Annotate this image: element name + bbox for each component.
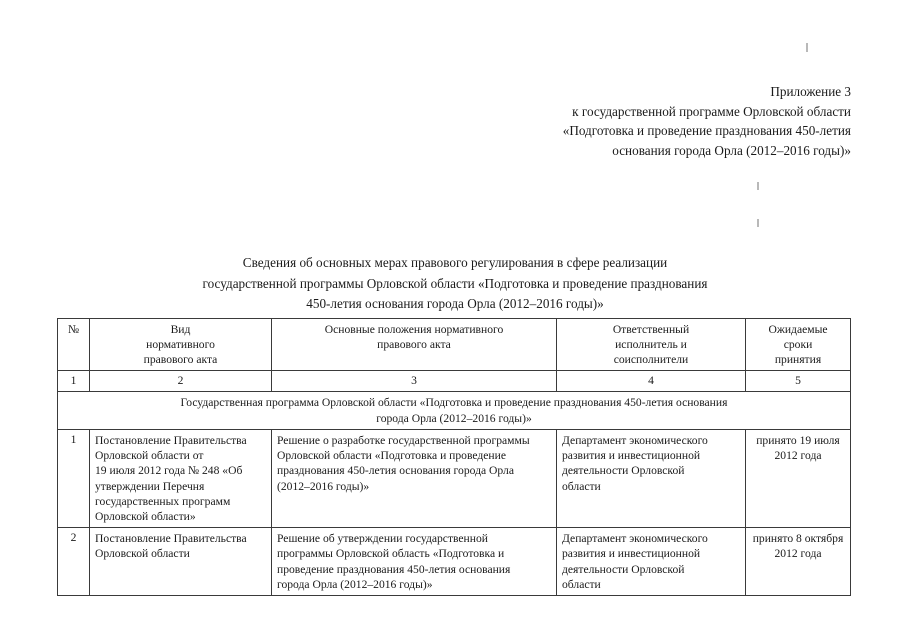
page-title-line-3: 450-летия основания города Орла (2012–2016 годы)» bbox=[306, 296, 604, 311]
row-responsible: Департамент экономического развития и инвестиционной деятельности Орловской области bbox=[557, 430, 746, 528]
row-main-provisions: Решение о разработке государственной программы Орловской области «Подготовка и проведение празднования 450-летия основания города Орла (2012–2016 годы)» bbox=[272, 430, 557, 528]
column-header-main-provisions: Основные положения нормативного правового акта bbox=[272, 319, 557, 371]
column-header-responsible: Ответственный исполнитель и соисполнители bbox=[557, 319, 746, 371]
column-header-number: № bbox=[58, 319, 90, 371]
table-column-number-row bbox=[58, 371, 851, 392]
appendix-reference bbox=[0, 82, 851, 160]
row-number: 2 bbox=[58, 528, 90, 596]
table-header-row bbox=[58, 319, 851, 371]
column-number-1: 1 bbox=[58, 371, 90, 392]
table-section-row bbox=[58, 392, 851, 430]
appendix-line-1: Приложение 3 bbox=[770, 84, 851, 99]
table-row bbox=[58, 430, 851, 528]
page-title bbox=[60, 253, 850, 315]
row-main-provisions: Решение об утверждении государственной программы Орловской область «Подготовка и проведение празднования 450-летия основания города Орла (2012–2016 годы)» bbox=[272, 528, 557, 596]
scan-artifact bbox=[806, 43, 808, 52]
page-title-line-2: государственной программы Орловской области «Подготовка и проведение празднования bbox=[202, 275, 708, 291]
row-act-kind: Постановление Правительства Орловской области от 19 июля 2012 года № 248 «Об утверждении Перечня государственных программ Орловской области» bbox=[90, 430, 272, 528]
row-act-kind: Постановление Правительства Орловской области bbox=[90, 528, 272, 596]
column-number-4: 4 bbox=[557, 371, 746, 392]
row-expected-date: принято 8 октября 2012 года bbox=[746, 528, 851, 596]
appendix-line-2: к государственной программе Орловской области bbox=[572, 103, 851, 119]
column-number-2: 2 bbox=[90, 371, 272, 392]
scan-artifact bbox=[757, 219, 759, 227]
section-title-line-1: Государственная программа Орловской области «Подготовка и проведение празднования 450-летия основания bbox=[180, 396, 728, 409]
regulation-measures-table bbox=[57, 318, 851, 596]
row-number: 1 bbox=[58, 430, 90, 528]
section-title-line-2: города Орла (2012–2016 годы)» bbox=[376, 411, 532, 425]
column-number-5: 5 bbox=[746, 371, 851, 392]
scan-artifact bbox=[757, 182, 759, 190]
page-title-line-1: Сведения об основных мерах правового регулирования в сфере реализации bbox=[242, 255, 668, 270]
row-expected-date: принято 19 июля 2012 года bbox=[746, 430, 851, 528]
row-responsible: Департамент экономического развития и инвестиционной деятельности Орловской области bbox=[557, 528, 746, 596]
column-header-expected-dates: Ожидаемые сроки принятия bbox=[746, 319, 851, 371]
column-header-act-kind: Вид нормативного правового акта bbox=[90, 319, 272, 371]
table-row bbox=[58, 528, 851, 596]
appendix-line-4: основания города Орла (2012–2016 годы)» bbox=[612, 142, 851, 158]
appendix-line-3: «Подготовка и проведение празднования 450-летия bbox=[562, 123, 851, 138]
column-number-3: 3 bbox=[272, 371, 557, 392]
section-title-cell bbox=[58, 392, 851, 430]
